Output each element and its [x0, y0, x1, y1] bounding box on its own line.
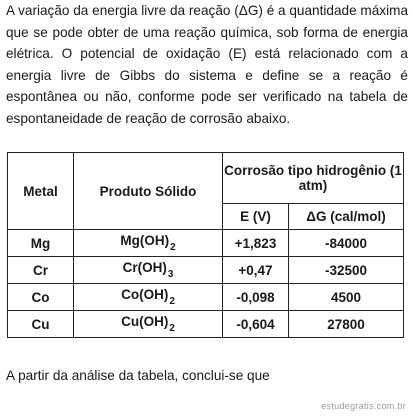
outro-question: A partir da análise da tabela, conclui-se que: [6, 368, 270, 383]
potential-cell: +1,823: [223, 230, 289, 257]
header-metal: Metal: [8, 153, 74, 230]
header-potential: E (V): [223, 204, 289, 230]
metal-cell: Mg: [8, 230, 74, 257]
product-subscript: 2: [169, 322, 175, 334]
potential-cell: -0,098: [223, 284, 289, 311]
product-cell: [74, 284, 223, 311]
header-delta-g: ΔG (cal/mol): [289, 204, 404, 230]
product-formula: Cr(OH): [122, 259, 167, 275]
header-product: Produto Sólido: [74, 153, 223, 230]
delta-g-cell: 27800: [289, 311, 404, 338]
product-cell: [74, 230, 223, 257]
potential-cell: +0,47: [223, 257, 289, 284]
corrosion-table: [7, 152, 404, 338]
delta-g-cell: -84000: [289, 230, 404, 257]
table-row: [8, 230, 404, 257]
potential-cell: -0,604: [223, 311, 289, 338]
site-watermark: estudegratis.com.br: [321, 401, 406, 411]
metal-cell: Co: [8, 284, 74, 311]
product-formula: Mg(OH): [120, 232, 170, 248]
product-subscript: 2: [169, 295, 175, 307]
product-cell: [74, 311, 223, 338]
product-formula: Cu(OH): [121, 313, 169, 329]
table-row: [8, 257, 404, 284]
table-row: [8, 284, 404, 311]
product-subscript: 2: [170, 241, 176, 253]
intro-paragraph: A variação da energia livre da reação (ΔG) é a quantidade máxima que se pode obter de uma reação química, sob forma de energia elétrica. O potencial de oxidação (E) está relacionado com a energia livre de Gibbs do sistema e define se a reação é espontânea ou não, conforme pode ser verificado na tabela de espontaneidade de reação de corrosão abaixo.: [6, 3, 409, 126]
product-subscript: 3: [167, 268, 174, 280]
table-row: [8, 311, 404, 338]
header-corrosion-group: Corrosão tipo hidrogênio (1 atm): [223, 153, 404, 204]
product-cell: [74, 257, 223, 284]
delta-g-cell: 4500: [289, 284, 404, 311]
metal-cell: Cr: [8, 257, 74, 284]
delta-g-cell: -32500: [289, 257, 404, 284]
product-formula: Co(OH): [121, 286, 169, 302]
metal-cell: Cu: [8, 311, 74, 338]
